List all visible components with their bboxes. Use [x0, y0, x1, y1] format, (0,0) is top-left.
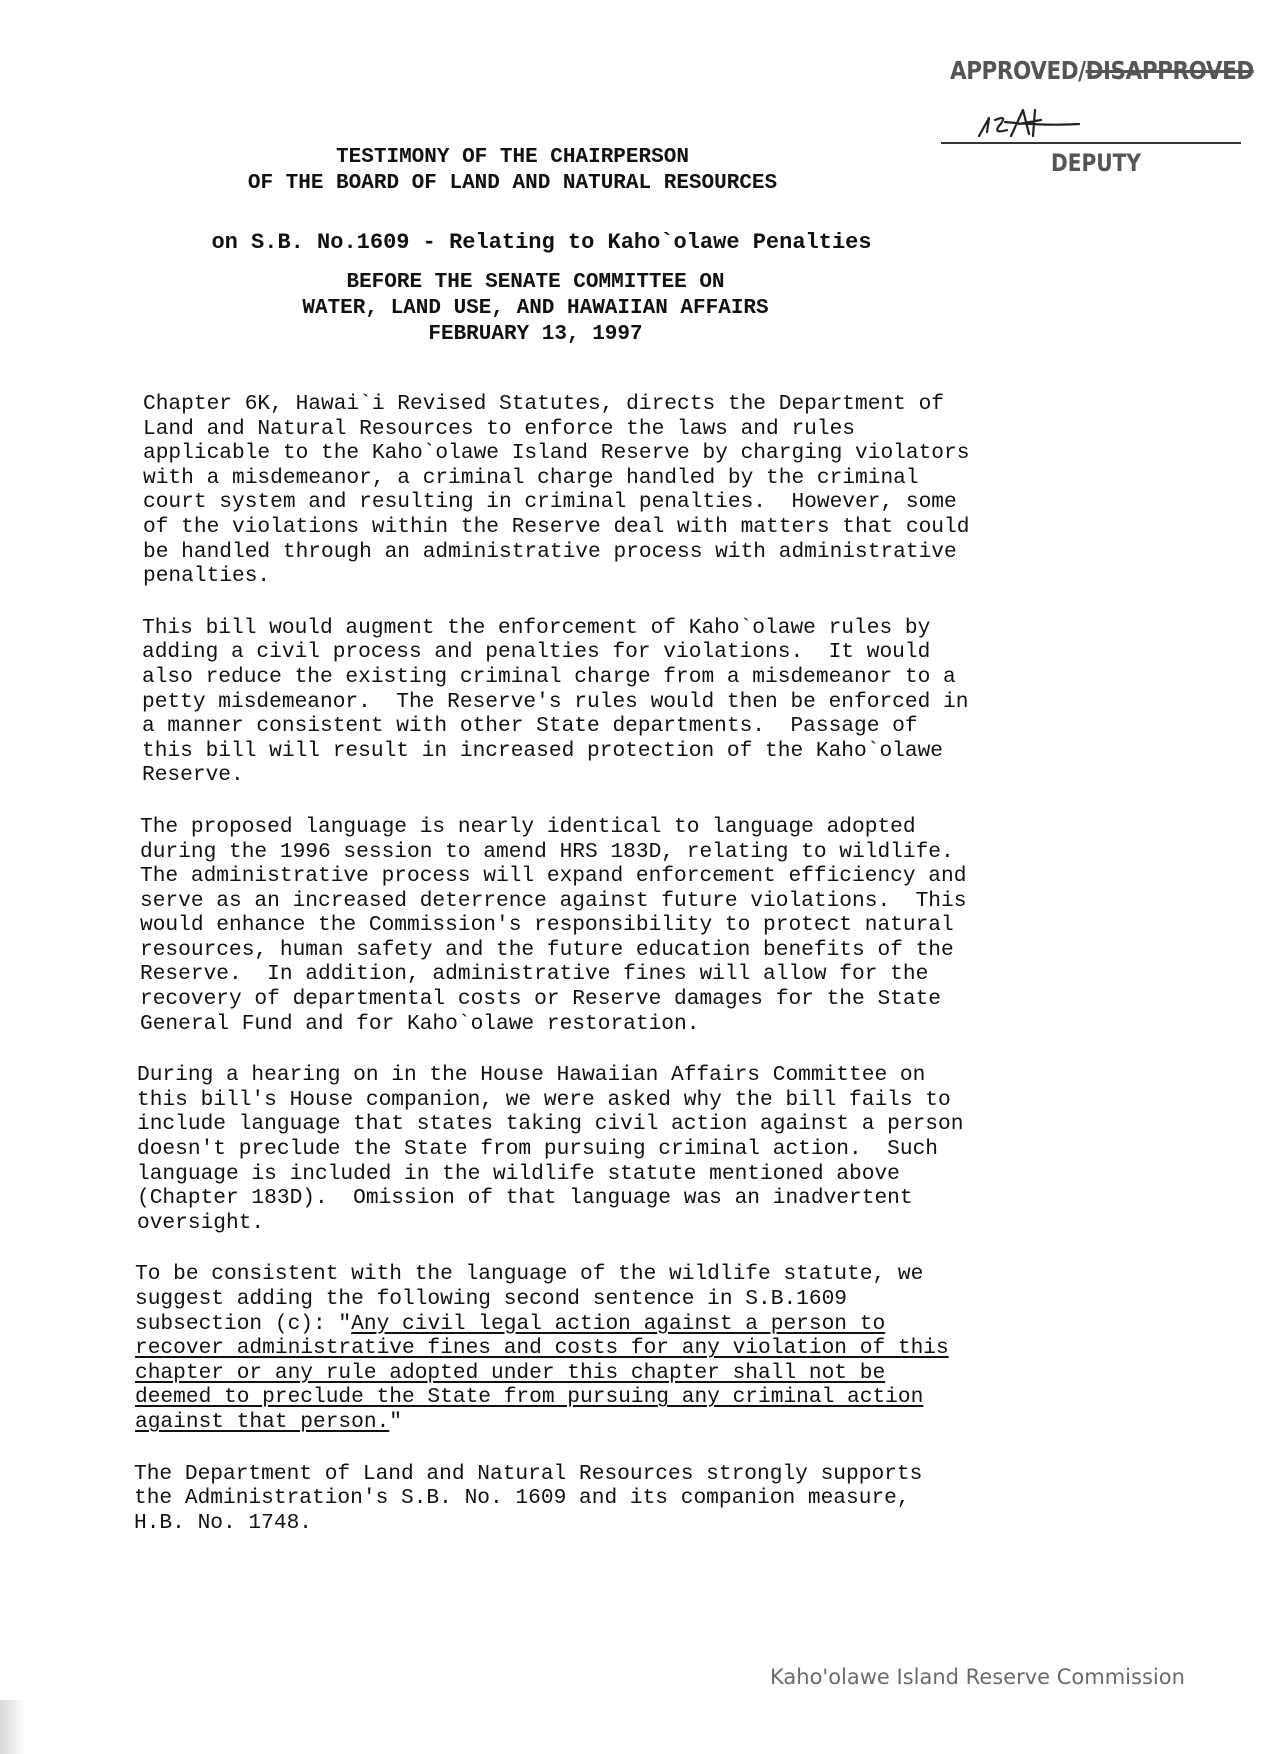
- hearing-date: FEBRUARY 13, 1997: [428, 323, 643, 346]
- signature-mark: [975, 96, 1085, 146]
- paragraph-suggested-amendment: [135, 1262, 1147, 1434]
- paragraph-bill-augment: This bill would augment the enforcement of Kaho`olawe rules by adding a civil process and penalties for violations. It would also reduce the existing criminal charge from a misdemeanor to a petty misdemeanor. The Reserve's rules would then be enforced in a manner consistent with other State departments. Passage of this bill will result in increased protection of the Kaho`olawe Reserve.: [142, 615, 969, 788]
- stamp-disapproved-label: DISAPPROVED: [1085, 56, 1254, 85]
- signature-line: [941, 142, 1241, 144]
- title-line-1: TESTIMONY OF THE CHAIRPERSON: [336, 146, 689, 169]
- amendment-intro: To be consistent with the language of the wildlife statute, we suggest adding the following second sentence in S.B.1609 subsection (c): ": [135, 1262, 924, 1336]
- paragraph-chapter-6k: Chapter 6K, Hawai`i Revised Statutes, directs the Department of Land and Natural Resources to enforce the laws and rules applicable to the Kaho`olawe Island Reserve by charging violators with a misdemeanor, a criminal charge handled by the criminal court system and resulting in criminal penalties. However, some of the violations within the Reserve deal with matters that could be handled through an administrative process with administrative penalties.: [143, 392, 970, 589]
- bill-reference: on S.B. No.1609 - Relating to Kaho`olawe Penalties: [211, 230, 872, 255]
- scan-edge-shadow: [0, 1700, 26, 1754]
- stamp-deputy-label: DEPUTY: [1051, 149, 1142, 177]
- footer-watermark: Kaho'olawe Island Reserve Commission: [770, 1665, 1185, 1689]
- committee-line-2: WATER, LAND USE, AND HAWAIIAN AFFAIRS: [302, 297, 769, 320]
- stamp-approved-label: APPROVED/: [950, 56, 1086, 85]
- testimony-title: [0, 145, 1150, 197]
- title-line-2: OF THE BOARD OF LAND AND NATURAL RESOURCES: [247, 172, 778, 195]
- paragraph-support-statement: The Department of Land and Natural Resources strongly supports the Administration's S.B. No. 1609 and its companion measure, H.B. No. 1748.: [134, 1461, 923, 1535]
- testimony-body: [134, 392, 1147, 1562]
- amendment-close-quote: ": [389, 1409, 403, 1434]
- stamp-approved-text: [950, 56, 1254, 85]
- committee-block: [0, 270, 1173, 348]
- committee-line-1: BEFORE THE SENATE COMMITTEE ON: [346, 271, 725, 294]
- amendment-quote: Any civil legal action against a person to recover administrative fines and costs for any violation of this chapter or any rule adopted under this chapter shall not be deemed to preclude the State from pursuing any criminal action against that person.: [135, 1311, 949, 1434]
- paragraph-house-hearing: During a hearing on in the House Hawaiian Affairs Committee on this bill's House companion, we were asked why the bill fails to include language that states taking civil action against a person doesn't preclude the State from pursuing criminal action. Such language is included in the wildlife statute mentioned above (Chapter 183D). Omission of that language was an inadvertent oversight.: [137, 1063, 964, 1235]
- paragraph-proposed-language: The proposed language is nearly identical to language adopted during the 1996 session to amend HRS 183D, relating to wildlife. The administrative process will expand enforcement efficiency and serve as an increased deterrence against future violations. This would enhance the Commission's responsibility to protect natural resources, human safety and the future education benefits of the Reserve. In addition, administrative fines will allow for the recovery of departmental costs or Reserve damages for the State General Fund and for Kaho`olawe restoration.: [140, 814, 967, 1036]
